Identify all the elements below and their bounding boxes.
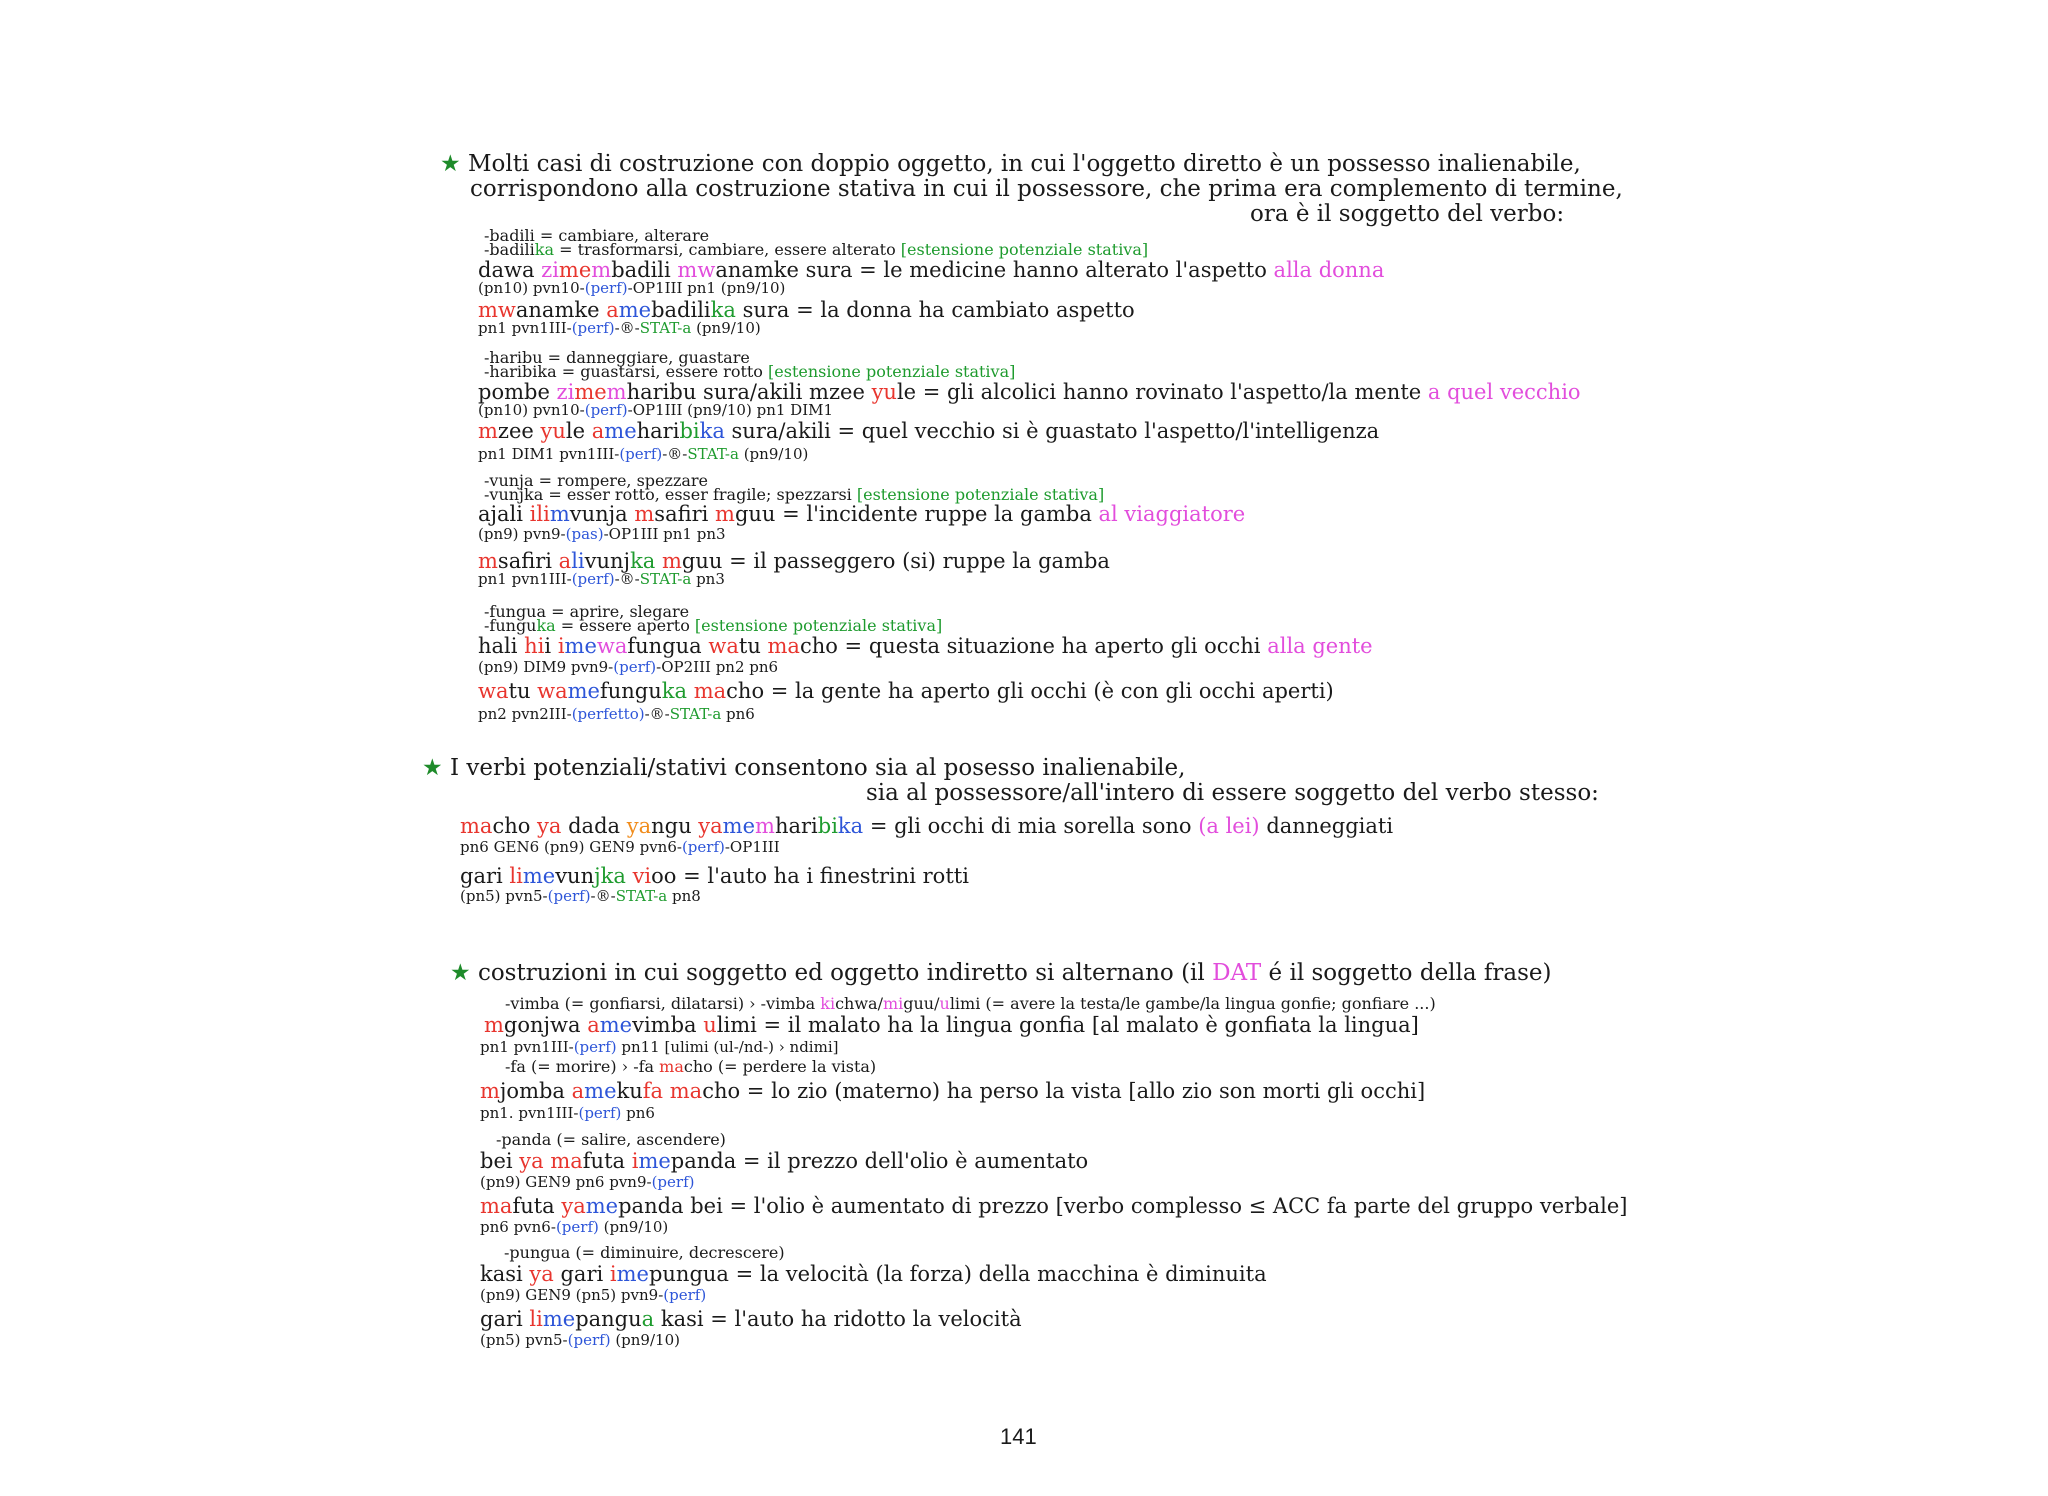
text-segment: vimba [632,1013,704,1037]
colored-morpheme: ka [710,298,736,322]
colored-morpheme: me [618,298,652,322]
text-line [478,281,785,296]
text-segment: (pn9/10) [610,1331,680,1349]
text-line [478,504,1245,525]
text-line [478,321,761,336]
colored-morpheme: STAT-a [639,319,692,337]
colored-morpheme: me [722,814,756,838]
text-segment: -fa (= morire) › -fa [505,1057,660,1076]
text-line [484,364,1015,380]
colored-morpheme: STAT-a [639,570,692,588]
text-line [478,260,1384,281]
text-segment: pombe [478,380,557,404]
colored-morpheme: (perf) [571,570,615,588]
page-number: 141 [1000,1424,1037,1449]
colored-morpheme: (perf) [681,838,725,856]
text-segment: (pn9/10) [598,1218,669,1236]
star-bullet-icon: ★ [450,960,478,986]
text-segment: safiri [497,549,559,573]
colored-morpheme: u [703,1013,717,1037]
colored-morpheme: wa [708,634,739,658]
text-line [478,660,778,675]
text-segment: futa [512,1194,562,1218]
text-segment: fungu [599,679,662,703]
text-segment: -vunjka = esser rotto, esser fragile; spezzarsi [484,485,857,504]
colored-morpheme: mw [677,258,716,282]
text-segment: pn1 pvn1III- [478,570,572,588]
text-segment: vun [555,864,595,888]
text-line [478,527,726,542]
colored-morpheme: me [616,1262,649,1286]
colored-morpheme: (perfetto) [571,705,645,723]
text-segment: guu/ [903,994,940,1013]
text-segment: (pn9/10) [691,319,761,337]
colored-morpheme: yu [871,380,897,404]
colored-morpheme: ma [693,679,727,703]
colored-morpheme: ya [626,814,652,838]
colored-morpheme: m [480,1079,500,1103]
text-segment: vunja [569,502,635,526]
colored-morpheme: wa [478,679,509,703]
colored-morpheme: a [571,1079,585,1103]
text-segment: -®- [590,887,616,905]
colored-morpheme: (perf) [619,445,663,463]
text-line [480,1196,1628,1217]
text-line [460,840,780,855]
text-line [480,1175,694,1190]
text-segment: = trasformarsi, cambiare, essere alterato [554,240,901,259]
colored-morpheme: me [638,1149,671,1173]
text-segment: -OP1III pn1 (pn9/10) [627,279,786,297]
text-segment: pn1 pvn1III- [478,319,572,337]
colored-morpheme: al viaggiatore [1098,502,1246,526]
text-line [478,551,1110,572]
text-line [470,178,1623,201]
colored-morpheme: u [939,994,950,1013]
colored-morpheme: ma [767,634,800,658]
colored-morpheme: (perf) [651,1173,695,1191]
text-segment: corrispondono alla costruzione stativa in cui il possessore, che prima era complemento di termine, [470,176,1623,202]
text-segment: ajali [478,502,530,526]
text-segment: guu = il passeggero (si) ruppe la gamba [681,549,1110,573]
colored-morpheme: mi [882,994,904,1013]
colored-morpheme: (perf) [547,887,591,905]
text-segment: bei [480,1149,520,1173]
colored-morpheme: me [574,380,607,404]
colored-morpheme: i [557,634,565,658]
text-line [478,382,1581,403]
text-line [480,1220,668,1235]
colored-morpheme: STAT-a [615,887,668,905]
text-segment: (pn9/10) [738,445,809,463]
colored-morpheme: ki [820,994,836,1013]
colored-morpheme: m [662,549,682,573]
text-line [504,1245,785,1261]
text-segment: pungua = la velocità (la forza) della macchina è diminuita [648,1262,1267,1286]
text-line [478,421,1379,442]
colored-morpheme: alla donna [1273,258,1385,282]
text-line [496,1132,726,1148]
colored-morpheme: ma [659,1057,684,1076]
colored-morpheme: a [558,549,572,573]
text-line [480,1264,1267,1285]
text-segment: = essere aperto [555,616,695,635]
text-segment: tu [738,634,768,658]
text-segment: pn3 [691,570,725,588]
text-line [478,572,725,587]
colored-morpheme: me [542,1307,576,1331]
colored-morpheme: me [585,1194,619,1218]
text-line [866,782,1599,805]
text-segment: dawa [478,258,542,282]
colored-morpheme: bi [817,814,838,838]
text-line [480,1288,706,1303]
text-segment: futa [582,1149,632,1173]
text-segment: vunj [584,549,631,573]
colored-morpheme: a [606,298,619,322]
text-segment: haribu sura/akili mzee [626,380,872,404]
text-segment: pn6 pvn6- [480,1218,556,1236]
text-line [480,1081,1425,1102]
text-line [478,403,833,418]
colored-morpheme: me [558,258,592,282]
colored-morpheme: (perf) [578,1104,622,1122]
colored-morpheme: wa [596,634,628,658]
colored-morpheme: [estensione potenziale stativa] [768,362,1016,381]
text-segment: -OP2III pn2 pn6 [656,658,779,676]
text-segment: jomba [499,1079,572,1103]
colored-morpheme: a [591,419,605,443]
text-segment: danneggiati [1259,814,1394,838]
colored-morpheme: ya [698,814,723,838]
text-segment: -OP1III pn1 pn3 [603,525,726,543]
colored-morpheme: m [755,814,775,838]
colored-morpheme: [estensione potenziale stativa] [856,485,1105,504]
colored-morpheme: (perf) [613,658,657,676]
text-segment: cho = lo zio (materno) ha perso la vista [allo zio son morti gli occhi] [702,1079,1426,1103]
colored-morpheme: ka [630,549,656,573]
colored-morpheme: li [571,549,585,573]
text-line [478,300,1135,321]
colored-morpheme: [estensione potenziale stativa] [694,616,943,635]
text-segment: (pn5) pvn5- [480,1331,568,1349]
text-segment: cho = la gente ha aperto gli occhi (è con gli occhi aperti) [726,679,1334,703]
colored-morpheme: a [641,1307,655,1331]
text-segment: kasi = l'auto ha ridotto la velocità [654,1307,1022,1331]
text-segment: -®- [614,570,640,588]
text-segment: limi = il malato ha la lingua gonfia [al malato è gonfiata la lingua] [716,1013,1419,1037]
text-segment: gonjwa [503,1013,588,1037]
text-segment: = gli occhi di mia sorella sono [863,814,1199,838]
colored-morpheme: i [609,1262,617,1286]
text-segment: -badili [484,240,535,259]
text-segment: -vunja = rompere, spezzare [484,471,709,490]
colored-morpheme: ya [519,1149,544,1173]
text-segment: pn6 [621,1104,655,1122]
text-line [505,996,1436,1012]
text-segment: -vimba (= gonfiarsi, dilatarsi) › -vimba [505,994,821,1013]
colored-morpheme: me [567,679,600,703]
text-segment: pn2 pvn2III- [478,705,572,723]
colored-morpheme: m [606,380,627,404]
colored-morpheme: STAT-a [669,705,722,723]
bullet-line [440,153,1581,176]
colored-morpheme: ya [529,1262,554,1286]
colored-morpheme: DAT [1212,960,1262,986]
colored-morpheme: vi [632,864,652,888]
text-segment: i [544,634,558,658]
text-segment: Molti casi di costruzione con doppio oggetto, in cui l'oggetto diretto è un possesso inalienabile, [467,151,1581,177]
colored-morpheme: fa [642,1079,664,1103]
colored-morpheme: ka [534,240,555,259]
text-segment: dada [561,814,627,838]
text-segment: safiri [654,502,716,526]
text-segment: hari [636,419,680,443]
text-segment: I verbi potenziali/stativi consentono sia al posesso inalienabile, [449,755,1186,781]
colored-morpheme: me [584,1079,617,1103]
colored-morpheme: ka [536,616,556,635]
text-line [484,487,1104,503]
text-segment: anamke sura = le medicine hanno alterato l'aspetto [715,258,1274,282]
bullet-line [422,757,1185,780]
colored-morpheme: ya [537,814,562,838]
colored-morpheme: (pas) [565,525,604,543]
text-segment: pn1 pvn1III- [480,1038,574,1056]
text-segment: -fungu [484,616,537,635]
colored-morpheme: (perf) [567,1331,611,1349]
text-segment: le = gli alcolici hanno rovinato l'aspetto/la mente [896,380,1428,404]
text-line [484,618,942,634]
text-segment: ora è il soggetto del verbo: [1250,201,1565,227]
text-segment: sia al possessore/all'intero di essere soggetto del verbo stesso: [866,780,1599,806]
text-segment: oo = l'auto ha i finestrini rotti [651,864,969,888]
colored-morpheme: alla gente [1267,634,1373,658]
colored-morpheme: m [591,258,612,282]
text-segment: le [565,419,592,443]
text-segment: ngu [651,814,699,838]
text-segment [626,864,633,888]
text-segment: gari [460,864,510,888]
colored-morpheme: wa [537,679,568,703]
colored-morpheme: (a lei) [1198,814,1260,838]
text-segment: (pn9) DIM9 pvn9- [478,658,614,676]
text-segment: sura = la donna ha cambiato aspetto [735,298,1135,322]
star-bullet-icon: ★ [440,151,468,177]
text-segment: kasi [480,1262,530,1286]
text-segment: -panda (= salire, ascendere) [496,1130,726,1149]
text-segment: pn6 [721,705,755,723]
colored-morpheme: (perf) [555,1218,599,1236]
text-segment: -OP1III (pn9/10) pn1 DIM1 [627,401,834,419]
text-segment: panda bei = l'olio è aumentato di prezzo [verbo complesso ≤ ACC fa parte del gruppo verbale] [618,1194,1628,1218]
text-segment: (pn9) pvn9- [478,525,566,543]
colored-morpheme: ili [529,502,550,526]
text-segment: pn6 GEN6 (pn9) GEN9 pvn6- [460,838,682,856]
text-segment: (pn10) pvn10- [478,279,585,297]
text-line [480,1333,680,1348]
colored-morpheme: ka [661,679,688,703]
colored-morpheme: (perf) [584,401,628,419]
text-segment: chwa/ [835,994,883,1013]
colored-morpheme: (perf) [584,279,628,297]
text-line [1250,203,1564,226]
text-segment: badili [651,298,711,322]
colored-morpheme: m [715,502,735,526]
text-line [478,681,1334,702]
colored-morpheme: ya [561,1194,586,1218]
text-segment: tu [508,679,538,703]
colored-morpheme: (perf) [571,319,615,337]
colored-morpheme: li [529,1307,543,1331]
text-segment: pn8 [667,887,701,905]
text-line [460,866,969,887]
text-line [460,816,1393,837]
text-segment: -haribu = danneggiare, guastare [484,348,750,367]
text-line [480,1151,1088,1172]
colored-morpheme: ka [837,814,864,838]
text-segment: pn11 [ulimi (ul-/nd-) › ndimi] [616,1038,839,1056]
colored-morpheme: a quel vecchio [1427,380,1581,404]
text-segment: pn1 DIM1 pvn1III- [478,445,620,463]
text-segment: badili [611,258,678,282]
colored-morpheme: m [549,502,570,526]
text-line [480,1040,838,1055]
text-segment: (pn10) pvn10- [478,401,585,419]
text-line [480,1106,655,1121]
colored-morpheme: mw [478,298,516,322]
text-segment: hari [774,814,818,838]
text-line [480,1309,1022,1330]
colored-morpheme: STAT-a [687,445,739,463]
text-line [478,447,808,462]
colored-morpheme: bi [679,419,700,443]
colored-morpheme: m [484,1013,504,1037]
colored-morpheme: hi [524,634,545,658]
star-bullet-icon: ★ [422,755,450,781]
colored-morpheme: zi [541,258,559,282]
colored-morpheme: ma [460,814,493,838]
text-segment: fungua [627,634,709,658]
text-line [478,636,1373,657]
text-line [478,707,755,722]
colored-morpheme: me [564,634,597,658]
text-segment: zee [497,419,541,443]
text-segment: -®- [644,705,670,723]
text-segment: limi (= avere la testa/le gambe/la lingua gonfie; gonfiare ...) [949,994,1436,1013]
text-segment: costruzioni in cui soggetto ed oggetto indiretto si alternano (il [477,960,1213,986]
text-segment: -fungua = aprire, slegare [484,602,690,621]
colored-morpheme: a [587,1013,600,1037]
colored-morpheme: i [631,1149,639,1173]
text-segment: -haribika = guastarsi, essere rotto [484,362,769,381]
text-segment: (pn5) pvn5- [460,887,548,905]
text-segment: pangu [575,1307,642,1331]
text-segment: (pn9) GEN9 (pn5) pvn9- [480,1286,664,1304]
colored-morpheme: me [604,419,637,443]
text-segment: -pungua (= diminuire, decrescere) [504,1243,785,1262]
text-segment: -®- [614,319,640,337]
text-segment: -®- [662,445,688,463]
text-segment: anamke [515,298,607,322]
text-segment: pn1. pvn1III- [480,1104,579,1122]
colored-morpheme: [estensione potenziale stativa] [900,240,1149,259]
text-segment: guu = l'incidente ruppe la gamba [734,502,1099,526]
text-segment: ku [616,1079,643,1103]
text-line [484,242,1148,258]
text-segment: cho = questa situazione ha aperto gli occhi [799,634,1268,658]
colored-morpheme: me [599,1013,633,1037]
colored-morpheme: m [634,502,655,526]
bullet-line [450,962,1552,985]
text-segment: gari [480,1307,530,1331]
text-segment: sura/akili = quel vecchio si è guastato l'aspetto/l'intelligenza [724,419,1380,443]
colored-morpheme: li [509,864,523,888]
text-segment: panda = il prezzo dell'olio è aumentato [670,1149,1089,1173]
colored-morpheme: me [522,864,556,888]
text-segment: é il soggetto della frase) [1261,960,1552,986]
text-segment: (pn9) GEN9 pn6 pvn9- [480,1173,652,1191]
colored-morpheme: ma [669,1079,703,1103]
text-line [484,1015,1419,1036]
colored-morpheme: ma [550,1149,583,1173]
colored-morpheme: yu [540,419,566,443]
text-segment [663,1079,670,1103]
colored-morpheme: ma [480,1194,513,1218]
colored-morpheme: (perf) [663,1286,707,1304]
text-segment: gari [553,1262,610,1286]
text-line [460,889,701,904]
text-segment: cho (= perdere la vista) [683,1057,877,1076]
text-line [505,1059,876,1075]
colored-morpheme: (perf) [573,1038,617,1056]
text-segment: -OP1III [724,838,780,856]
text-segment: -badili = cambiare, alterare [484,226,710,245]
colored-morpheme: ka [699,419,725,443]
colored-morpheme: m [478,549,498,573]
colored-morpheme: zi [556,380,575,404]
text-segment: cho [492,814,538,838]
colored-morpheme: m [478,419,498,443]
colored-morpheme: jka [594,864,626,888]
text-segment [687,679,694,703]
text-segment: hali [478,634,525,658]
